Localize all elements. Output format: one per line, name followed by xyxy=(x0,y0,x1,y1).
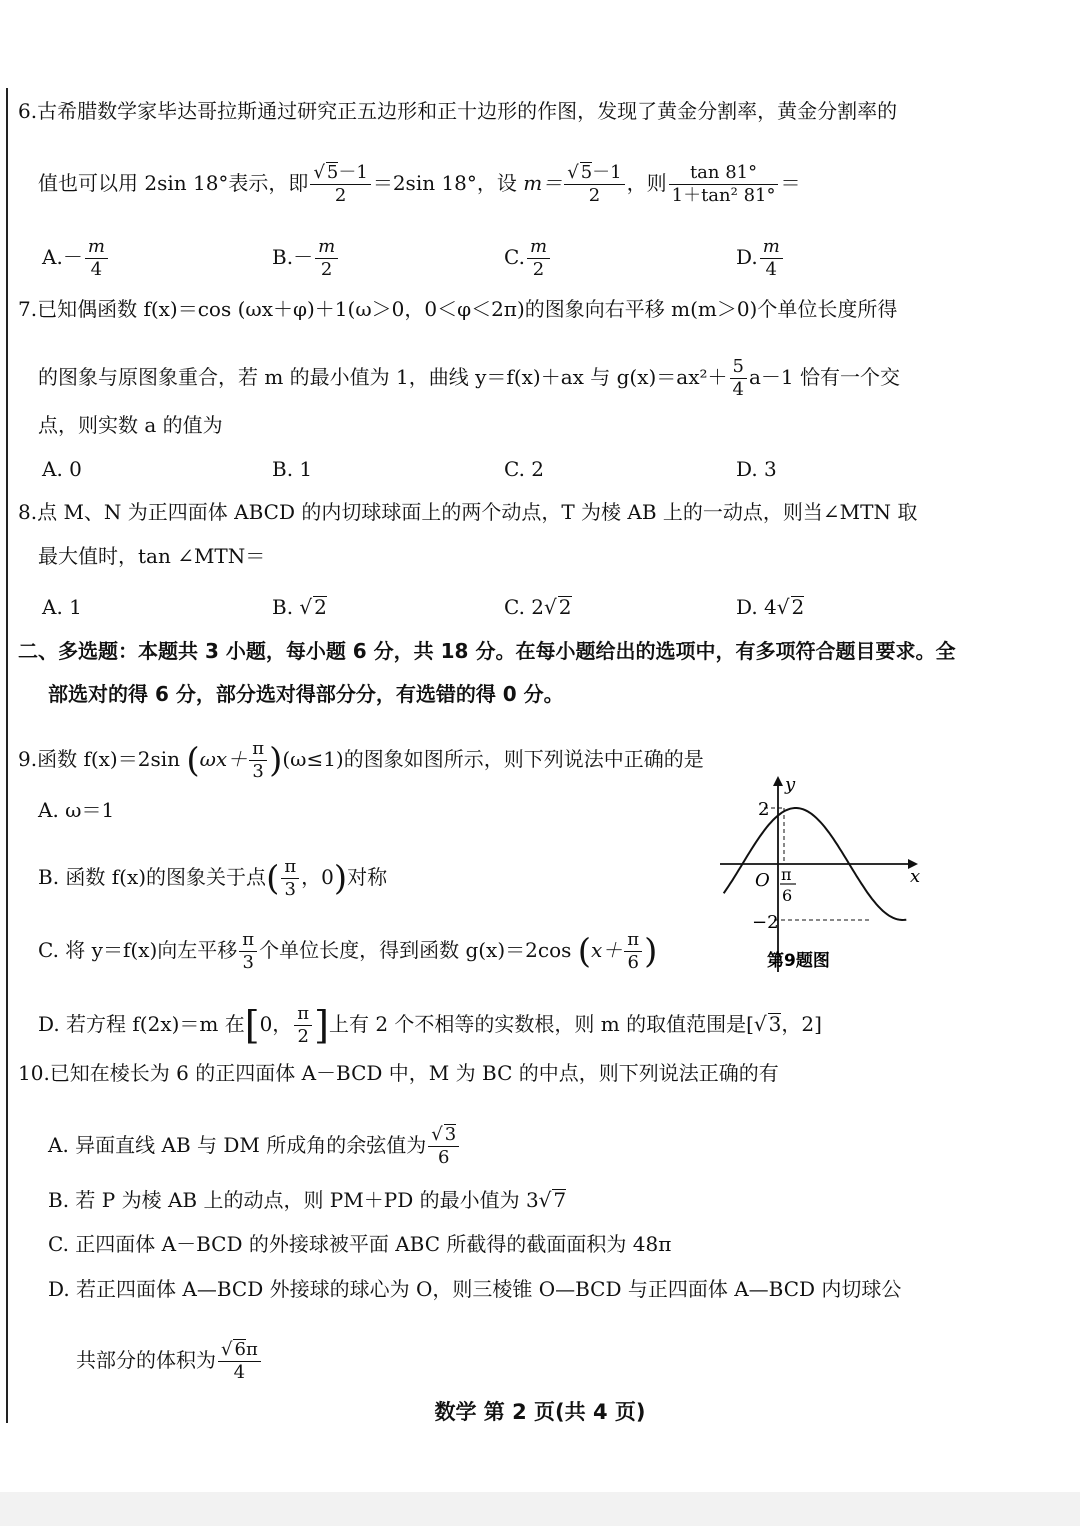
q6-line1: 6.古希腊数学家毕达哥拉斯通过研究正五边形和正十边形的作图，发现了黄金分割率，黄金分割率的 xyxy=(18,99,898,123)
q6-text-b: ＝2sin 18°，设 xyxy=(372,171,517,195)
option-num: m xyxy=(760,236,783,259)
q10-option-b[interactable]: B. 若 P 为棱 AB 上的动点，则 PM＋PD 的最小值为 3√ 7 xyxy=(48,1188,567,1212)
option-num: m xyxy=(527,236,550,259)
y-min-label: −2 xyxy=(752,912,779,933)
root-3: 3 xyxy=(444,1124,457,1145)
bracket-close: ] xyxy=(314,1003,329,1048)
q7-line1: 7.已知偶函数 f(x)＝cos (ωx＋φ)＋1(ω＞0，0＜φ＜2π)的图象向右平移 m(m＞0)个单位长度所得 xyxy=(18,297,898,321)
q6-tan-frac xyxy=(669,162,779,207)
bottom-band xyxy=(0,1492,1080,1526)
paren-close: ) xyxy=(644,931,658,972)
m-equals: m＝ xyxy=(523,171,563,195)
root-3: 3 xyxy=(768,1012,782,1036)
pi: π xyxy=(294,1003,312,1026)
three: 3 xyxy=(242,952,254,973)
three: 3 xyxy=(284,879,296,900)
q9-stem-inner: ωx＋ xyxy=(199,747,248,771)
paren-open: ( xyxy=(186,740,200,781)
root-6: 6 xyxy=(234,1339,246,1360)
q6-option-c[interactable] xyxy=(504,236,552,281)
q9-optC-a: C. 将 y＝f(x)向左平移 xyxy=(38,938,238,962)
q6-equals: ＝ xyxy=(780,171,801,195)
three: 3 xyxy=(252,761,264,782)
sqrt-5: 5 xyxy=(326,162,339,183)
option-num: m xyxy=(85,236,108,259)
q6-option-d[interactable] xyxy=(736,236,785,281)
q7-option-d[interactable]: D. 3 xyxy=(736,457,777,481)
six: 6 xyxy=(437,1147,450,1168)
tan-numerator: tan 81° xyxy=(669,162,779,185)
option-label: C. 2 xyxy=(504,595,545,619)
q10-option-a[interactable] xyxy=(48,1124,461,1169)
q8-line1: 8.点 M、N 为正四面体 ABCD 的内切球球面上的两个动点，T 为棱 AB 上的一动点，则当∠MTN 取 xyxy=(18,500,918,524)
option-root: 2 xyxy=(558,595,572,619)
frac-den: 4 xyxy=(732,379,744,400)
q8-line2: 最大值时，tan ∠MTN＝ xyxy=(38,544,266,568)
y-label: y xyxy=(785,774,796,795)
q10-optB-text: B. 若 P 为棱 AB 上的动点，则 PM＋PD 的最小值为 3 xyxy=(48,1188,539,1212)
paren-close: ) xyxy=(333,858,348,899)
q7-option-c[interactable]: C. 2 xyxy=(504,457,545,481)
pi-over-3 xyxy=(239,929,257,974)
section2-line2: 部选对的得 6 分，部分选对得部分分，有选错的得 0 分。 xyxy=(48,682,564,706)
option-label: B. xyxy=(272,595,300,619)
q10-optD-text: 共部分的体积为 xyxy=(76,1348,216,1372)
q9-optD-c: ，2] xyxy=(781,1012,822,1036)
paren-close: ) xyxy=(269,740,283,781)
q9-optD-b: 上有 2 个不相等的实数根，则 m 的取值范围是[ xyxy=(328,1012,754,1036)
pi-over-6 xyxy=(624,929,642,974)
root6pi-over-4: $\frac{√ 6\pi}{4}$ xyxy=(218,1339,261,1384)
four: 4 xyxy=(233,1362,246,1383)
q7-text-b: a－1 恰有一个交 xyxy=(748,365,900,389)
pi: π xyxy=(245,1339,258,1360)
section2-line1: 二、多选题：本题共 3 小题，每小题 6 分，共 18 分。在每小题给出的选项中，有多项符合题目要求。全 xyxy=(18,639,956,663)
denominator-2-b: 2 xyxy=(588,185,601,206)
q7-option-a[interactable]: A. 0 xyxy=(42,457,82,481)
pi-over-3 xyxy=(281,856,299,901)
q7-line2 xyxy=(38,356,900,401)
q6-then: ，则 xyxy=(626,171,667,195)
paren-open: ( xyxy=(577,931,591,972)
option-label: D. 4 xyxy=(736,595,777,619)
tick-pi: π xyxy=(781,865,792,884)
q6-golden-frac: $\frac{√ 5-1}{2}$ xyxy=(310,162,370,207)
pi: π xyxy=(239,929,257,952)
q8-option-c[interactable]: C. 2√ 2 xyxy=(504,595,572,619)
q9-optC-inner: x＋ xyxy=(591,938,623,962)
option-num: m xyxy=(315,236,338,259)
q9-option-c[interactable] xyxy=(38,929,657,974)
paren-open: ( xyxy=(266,858,280,899)
q6-m-frac: $\frac{√ 5-1}{2}$ xyxy=(564,162,624,207)
q10-stem: 10.已知在棱长为 6 的正四面体 A－BCD 中，M 为 BC 的中点，则下列说法正确的有 xyxy=(18,1061,779,1085)
six: 6 xyxy=(627,952,639,973)
q9-optB-tail: ，0 xyxy=(301,865,334,889)
x-label: x xyxy=(910,866,921,887)
q9-option-b[interactable] xyxy=(38,856,387,901)
option-label: A. xyxy=(42,245,63,269)
option-den: 2 xyxy=(532,259,545,280)
q9-optB-b: 对称 xyxy=(347,865,388,889)
y-max-label: 2 xyxy=(758,799,770,820)
q10-optA-text: A. 异面直线 AB 与 DM 所成角的余弦值为 xyxy=(48,1133,427,1157)
page-footer: 数学 第 2 页(共 4 页) xyxy=(434,1400,646,1424)
q9-stem-a: 9.函数 f(x)＝2sin xyxy=(18,747,180,771)
minus-1-b: －1 xyxy=(592,162,622,183)
q9-option-d[interactable]: D. 若方程 f(2x)＝m 在[0， $\frac{\pi}{2}$ ]上有 2 个不相等的实数根，则 m 的取值范围是[√ 3，2] xyxy=(38,1003,822,1048)
q9-optB-a: B. 函数 f(x)的图象关于点 xyxy=(38,865,267,889)
pi: π xyxy=(281,856,299,879)
option-label: C. xyxy=(504,245,525,269)
q9-stem xyxy=(18,738,704,783)
denominator-2: 2 xyxy=(334,185,347,206)
q7-line3: 点，则实数 a 的值为 xyxy=(38,413,223,437)
q6-line2 xyxy=(38,162,800,207)
pi-over-2 xyxy=(294,1003,312,1048)
q9-stem-b: (ω≤1)的图象如图所示，则下列说法中正确的是 xyxy=(282,747,704,771)
option-root: 2 xyxy=(314,595,327,619)
q9-optD-a: D. 若方程 f(2x)＝m 在 xyxy=(38,1012,245,1036)
bracket-open: [ xyxy=(244,1003,260,1048)
minus-1: －1 xyxy=(338,162,368,183)
q9-sine-figure xyxy=(712,768,932,978)
option-den: 4 xyxy=(90,259,103,280)
q6-option-b[interactable] xyxy=(272,236,340,281)
pi: π xyxy=(249,738,267,761)
option-root: 2 xyxy=(791,595,805,619)
q9-optC-b: 个单位长度，得到函数 g(x)＝2cos xyxy=(259,938,572,962)
option-label: A. 1 xyxy=(42,595,82,619)
margin-rule xyxy=(6,88,8,1423)
option-label: B. xyxy=(272,245,294,269)
root-7: 7 xyxy=(553,1188,567,1212)
option-label: D. xyxy=(736,245,758,269)
option-sign: － xyxy=(293,245,314,269)
y-arrow-icon xyxy=(773,776,783,786)
q9-optD-inner: 0， xyxy=(259,1012,293,1036)
q10-option-d[interactable]: D. 若正四面体 A—BCD 外接球的球心为 O，则三棱锥 O—BCD 与正四面体 A—BCD 内切球公 xyxy=(48,1277,902,1301)
q10-option-c[interactable]: C. 正四面体 A－BCD 的外接球被平面 ABC 所截得的截面面积为 48π xyxy=(48,1232,672,1256)
q6-text-a: 值也可以用 2sin 18°表示，即 xyxy=(38,171,309,195)
q8-option-a[interactable] xyxy=(42,594,82,620)
option-sign: － xyxy=(62,245,83,269)
q8-option-d[interactable]: D. 4√ 2 xyxy=(736,595,805,619)
two: 2 xyxy=(297,1026,309,1047)
option-den: 2 xyxy=(320,259,333,280)
q6-option-a[interactable] xyxy=(42,236,110,281)
origin-label: O xyxy=(755,870,770,891)
tick-six: 6 xyxy=(782,886,793,905)
root3-over-6: $\frac{√ 3}{6}$ xyxy=(428,1124,459,1169)
q7-frac xyxy=(730,356,747,401)
sqrt-5-b: 5 xyxy=(580,162,593,183)
option-den: 4 xyxy=(765,259,777,280)
q9-option-a[interactable]: A. ω＝1 xyxy=(38,798,115,822)
tan-denominator: 1＋tan² 81° xyxy=(671,185,776,206)
q7-option-b[interactable]: B. 1 xyxy=(272,457,313,481)
figure-caption: 第9题图 xyxy=(767,951,830,971)
q10-optD-line2 xyxy=(76,1339,263,1384)
q7-text-a: 的图象与原图象重合，若 m 的最小值为 1，曲线 y＝f(x)＋ax 与 g(x)＝ax²＋ xyxy=(38,365,728,389)
frac-num: 5 xyxy=(730,356,747,379)
q8-option-b[interactable]: B. √ 2 xyxy=(272,595,327,619)
pi-over-3 xyxy=(249,738,267,783)
pi: π xyxy=(624,929,642,952)
